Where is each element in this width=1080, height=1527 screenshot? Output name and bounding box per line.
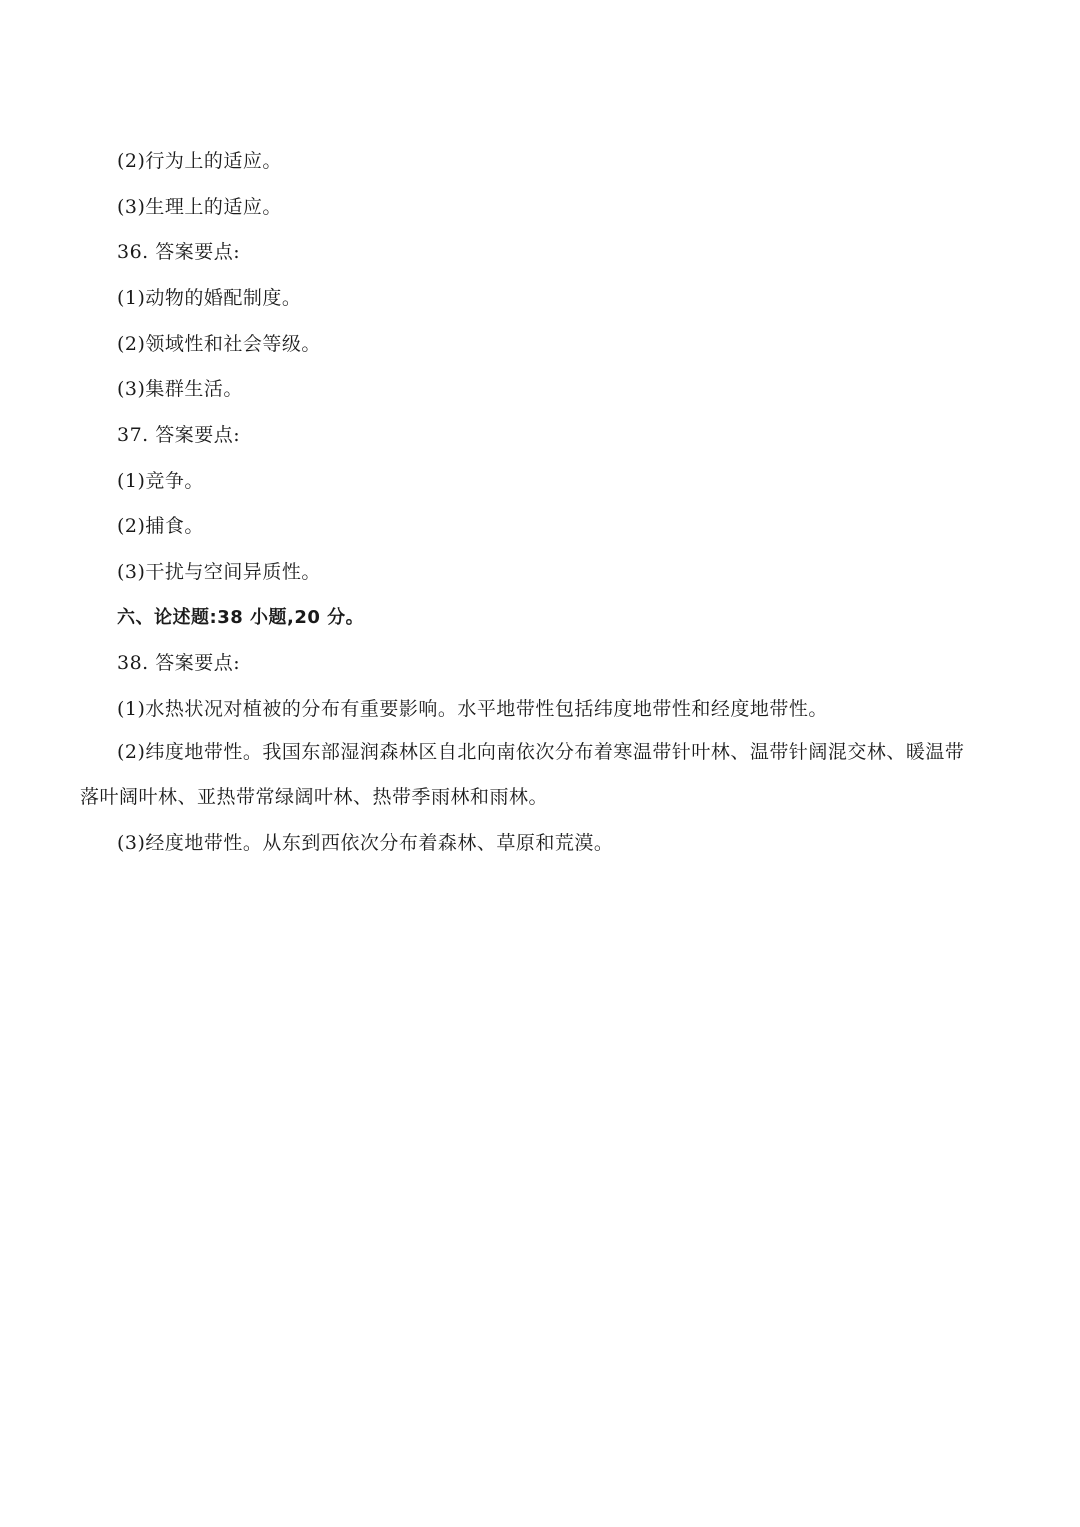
answer-37-item-3: (3)干扰与空间异质性。 <box>117 561 321 583</box>
section-six-heading: 六、论述题:38 小题,20 分。 <box>117 607 365 628</box>
answer-35-item-2: (2)行为上的适应。 <box>117 150 282 172</box>
answer-36-item-3: (3)集群生活。 <box>117 378 243 400</box>
answer-37-heading: 37. 答案要点: <box>117 424 241 446</box>
answer-36-item-1: (1)动物的婚配制度。 <box>117 287 302 309</box>
answer-36-heading: 36. 答案要点: <box>117 241 241 263</box>
answer-38-heading: 38. 答案要点: <box>117 652 241 674</box>
answer-37-item-1: (1)竞争。 <box>117 470 204 492</box>
answer-37-item-2: (2)捕食。 <box>117 515 204 537</box>
answer-38-item-1: (1)水热状况对植被的分布有重要影响。水平地带性包括纬度地带性和经度地带性。 <box>117 698 828 720</box>
answer-35-item-3: (3)生理上的适应。 <box>117 196 282 218</box>
answer-36-item-2: (2)领域性和社会等级。 <box>117 333 321 355</box>
answer-38-item-2: (2)纬度地带性。我国东部湿润森林区自北向南依次分布着寒温带针叶林、温带针阔混交林、暖温带落叶阔叶林、亚热带常绿阔叶林、热带季雨林和雨林。 <box>80 741 965 808</box>
answer-38-item-3: (3)经度地带性。从东到西依次分布着森林、草原和荒漠。 <box>117 832 614 854</box>
